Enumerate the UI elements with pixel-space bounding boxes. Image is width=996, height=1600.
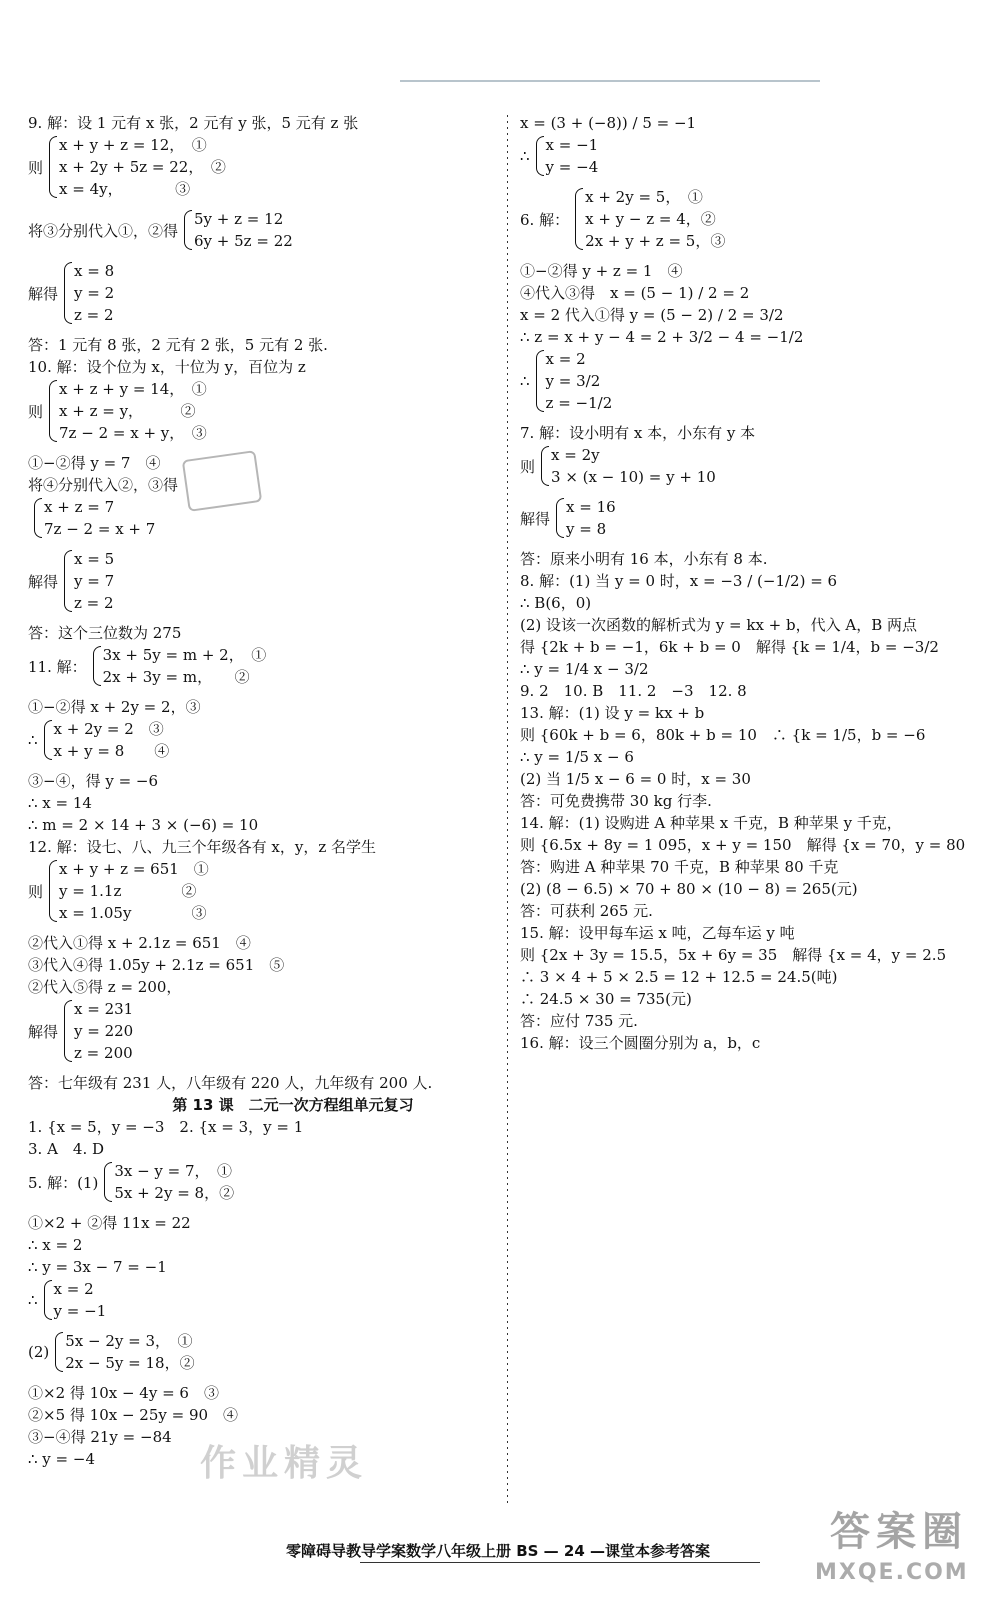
equation-row: 7z − 2 = x + 7 xyxy=(44,520,156,538)
equation-row: x + z + y = 14， ① xyxy=(59,380,207,398)
equation-row: 3x − y = 7， ① xyxy=(114,1162,233,1180)
equation-row: y = −4 xyxy=(545,158,599,176)
brace-group xyxy=(554,496,616,540)
watermark-corner-logo: 答案圈 xyxy=(830,1509,968,1555)
system-lead: ∴ xyxy=(28,731,38,749)
answer-line: (2) 设该一次函数的解析式为 y = kx + b，代入 A，B 两点 xyxy=(520,616,918,634)
answer-line: x = (3 + (−8)) / 5 = −1 xyxy=(520,114,697,132)
equation-row: y = −1 xyxy=(53,1302,107,1320)
answer-line: ①×2 + ②得 11x = 22 xyxy=(28,1214,191,1232)
brace-group xyxy=(573,186,725,252)
answer-line: ∴ y = 1/5 x − 6 xyxy=(520,748,634,766)
top-rule xyxy=(400,80,820,82)
equation-row: 2x + 3y = m， ② xyxy=(102,668,250,686)
brace-group xyxy=(32,496,155,540)
answer-line: ∴ 3 × 4 + 5 × 2.5 = 12 + 12.5 = 24.5(吨) xyxy=(520,968,838,986)
answer-line: 答：购进 A 种苹果 70 千克，B 种苹果 80 千克 xyxy=(520,858,839,876)
system-lead: (2) xyxy=(28,1343,50,1361)
answer-line: 答：可免费携带 30 kg 行李. xyxy=(520,792,712,810)
equation-row: y = 7 xyxy=(74,572,115,590)
watermark-center: 作业精灵 xyxy=(200,1443,369,1484)
answer-line: 得 {2k + b = −1，6k + b = 0 解得 {k = 1/4，b = −3/2 xyxy=(520,638,939,656)
equation-system xyxy=(520,186,980,252)
answer-line: 15. 解：设甲每车运 x 吨，乙每车运 y 吨 xyxy=(520,924,795,942)
equation-system xyxy=(520,134,980,178)
system-lead: 则 xyxy=(520,457,536,476)
watermark-site: MXQE.COM xyxy=(815,1560,969,1585)
answer-line: 则 {6.5x + 8y = 1 095，x + y = 150 解得 {x = 70，y = 80 xyxy=(520,836,966,854)
brace-group xyxy=(47,858,209,924)
equation-row: x = 8 xyxy=(74,262,115,280)
answer-line: 1. {x = 5，y = −3 2. {x = 3，y = 1 xyxy=(28,1118,304,1136)
answer-line: (2) 当 1/5 x − 6 = 0 时，x = 30 xyxy=(520,770,751,788)
brace-group xyxy=(91,644,267,688)
equation-system xyxy=(520,348,980,414)
answer-line: 16. 解：设三个圆圈分别为 a，b，c xyxy=(520,1034,761,1052)
answer-line: ②代入①得 x + 2.1z = 651 ④ xyxy=(28,934,251,952)
equation-row: x + y − z = 4，② xyxy=(585,210,716,228)
system-lead: 则 xyxy=(28,882,44,901)
brace-group xyxy=(47,378,207,444)
system-lead: 则 xyxy=(28,158,44,177)
right-column xyxy=(520,112,980,1054)
answer-line: 将④分别代入②，③得 xyxy=(28,476,179,494)
lesson-title: 第 13 课 二元一次方程组单元复习 xyxy=(172,1096,414,1114)
brace-group xyxy=(182,208,293,252)
equation-row: y = 220 xyxy=(74,1022,134,1040)
answer-line: ③−④，得 y = −6 xyxy=(28,772,159,790)
answer-line: x = 2 代入①得 y = (5 − 2) / 2 = 3/2 xyxy=(520,306,784,324)
equation-row: z = 200 xyxy=(74,1044,133,1062)
system-lead: 则 xyxy=(28,402,44,421)
answer-line: 14. 解：(1) 设购进 A 种苹果 x 千克，B 种苹果 y 千克， xyxy=(520,814,902,832)
column-divider xyxy=(507,115,508,1505)
equation-system xyxy=(520,444,980,488)
answer-line: 答：1 元有 8 张，2 元有 2 张，5 元有 2 张. xyxy=(28,336,328,354)
footer-rule xyxy=(360,1562,760,1563)
answer-line: ④代入③得 x = (5 − 1) / 2 = 2 xyxy=(520,284,750,302)
brace-group xyxy=(53,1330,194,1374)
answer-line: ①−②得 y = 7 ④ xyxy=(28,454,161,472)
equation-row: x = 2y xyxy=(551,446,600,464)
system-lead: 解得 xyxy=(28,572,59,591)
left-column xyxy=(28,112,498,1470)
equation-row: x = −1 xyxy=(545,136,599,154)
answer-line: 7. 解：设小明有 x 本，小东有 y 本 xyxy=(520,424,756,442)
equation-row: x = 1.05y ③ xyxy=(59,904,207,922)
equation-system xyxy=(28,998,498,1064)
answer-line: ∴ y = 3x − 7 = −1 xyxy=(28,1258,167,1276)
system-lead: ∴ xyxy=(520,372,530,390)
system-lead: 解得 xyxy=(28,284,59,303)
answer-line: 答：原来小明有 16 本，小东有 8 本. xyxy=(520,550,768,568)
equation-system xyxy=(28,260,498,326)
equation-row: x = 5 xyxy=(74,550,115,568)
answer-line: 答：应付 735 元. xyxy=(520,1012,638,1030)
equation-system xyxy=(28,858,498,924)
equation-system xyxy=(28,644,498,688)
equation-row: y = 1.1z ② xyxy=(59,882,197,900)
answer-line: 13. 解：(1) 设 y = kx + b xyxy=(520,704,705,722)
system-lead: 5. 解：(1) xyxy=(28,1173,99,1192)
equation-row: x = 231 xyxy=(74,1000,134,1018)
answer-line: ③−④得 21y = −84 xyxy=(28,1428,172,1446)
answer-line: ③代入④得 1.05y + 2.1z = 651 ⑤ xyxy=(28,956,285,974)
equation-row: 7z − 2 = x + y， ③ xyxy=(59,424,207,442)
equation-row: 3x + 5y = m + 2， ① xyxy=(102,646,267,664)
answer-line: ∴ y = −4 xyxy=(28,1450,96,1468)
brace-group xyxy=(534,348,613,414)
equation-system xyxy=(520,496,980,540)
equation-row: x = 2 xyxy=(545,350,586,368)
brace-group xyxy=(62,548,114,614)
brace-group xyxy=(47,134,226,200)
answer-line: ∴ B(6，0) xyxy=(520,594,592,612)
equation-system xyxy=(28,718,498,762)
equation-row: x + z = 7 xyxy=(44,498,115,516)
answer-line: 9. 解：设 1 元有 x 张，2 元有 y 张，5 元有 z 张 xyxy=(28,114,359,132)
answer-line: ②×5 得 10x − 25y = 90 ④ xyxy=(28,1406,239,1424)
system-lead: ∴ xyxy=(520,147,530,165)
answer-line: ∴ x = 2 xyxy=(28,1236,83,1254)
equation-row: z = 2 xyxy=(74,306,114,324)
system-lead: 将③分别代入①，②得 xyxy=(28,221,179,240)
equation-row: y = 3/2 xyxy=(545,372,601,390)
equation-system xyxy=(28,1160,498,1204)
equation-row: x + y + z = 651 ① xyxy=(59,860,209,878)
equation-system xyxy=(28,1278,498,1322)
equation-row: x = 16 xyxy=(566,498,616,516)
brace-group xyxy=(534,134,599,178)
answer-line: (2) (8 − 6.5) × 70 + 80 × (10 − 8) = 265(元) xyxy=(520,880,858,898)
answer-line: 答：这个三位数为 275 xyxy=(28,624,182,642)
equation-row: x + z = y， ② xyxy=(59,402,196,420)
brace-group xyxy=(42,718,170,762)
answer-line: 10. 解：设个位为 x，十位为 y，百位为 z xyxy=(28,358,306,376)
equation-row: 2x + y + z = 5，③ xyxy=(585,232,726,250)
equation-row: y = 8 xyxy=(566,520,607,538)
equation-row: 3 × (x − 10) = y + 10 xyxy=(551,468,716,486)
system-lead: ∴ xyxy=(28,1291,38,1309)
system-lead: 6. 解： xyxy=(520,210,570,229)
answer-line: ①−②得 y + z = 1 ④ xyxy=(520,262,683,280)
equation-system xyxy=(28,378,498,444)
answer-line: 12. 解：设七、八、九三个年级各有 x，y，z 名学生 xyxy=(28,838,376,856)
answer-line: 3. A 4. D xyxy=(28,1140,105,1158)
page-footer: 零障碍导教导学案数学八年级上册 BS — 24 —课堂本参考答案 xyxy=(285,1542,710,1560)
equation-row: x + y + z = 12， ① xyxy=(59,136,207,154)
equation-row: z = −1/2 xyxy=(545,394,613,412)
answer-line: ①−②得 x + 2y = 2，③ xyxy=(28,698,201,716)
equation-row: 5y + z = 12 xyxy=(194,210,284,228)
answer-line: ①×2 得 10x − 4y = 6 ③ xyxy=(28,1384,219,1402)
brace-group xyxy=(62,260,114,326)
stamp-mark xyxy=(182,450,263,512)
system-lead: 解得 xyxy=(520,509,551,528)
answer-line: ∴ z = x + y − 4 = 2 + 3/2 − 4 = −1/2 xyxy=(520,328,804,346)
answer-line: ∴ m = 2 × 14 + 3 × (−6) = 10 xyxy=(28,816,259,834)
system-lead: 解得 xyxy=(28,1022,59,1041)
equation-system xyxy=(28,548,498,614)
equation-row: x = 4y， ③ xyxy=(59,180,191,198)
system-lead: 11. 解： xyxy=(28,657,87,676)
brace-group xyxy=(102,1160,234,1204)
equation-row: 5x − 2y = 3， ① xyxy=(65,1332,193,1350)
brace-group xyxy=(42,1278,107,1322)
answer-line: ∴ y = 1/4 x − 3/2 xyxy=(520,660,649,678)
equation-row: 6y + 5z = 22 xyxy=(194,232,293,250)
answer-line: 则 {2x + 3y = 15.5，5x + 6y = 35 解得 {x = 4，y = 2.5 xyxy=(520,946,947,964)
brace-group xyxy=(539,444,716,488)
equation-row: x + y = 8 ④ xyxy=(53,742,170,760)
answer-line: 则 {60k + b = 6，80k + b = 10 ∴ {k = 1/5，b = −6 xyxy=(520,726,926,744)
equation-system xyxy=(28,1330,498,1374)
equation-row: 2x − 5y = 18，② xyxy=(65,1354,195,1372)
equation-system xyxy=(28,134,498,200)
equation-row: 5x + 2y = 8，② xyxy=(114,1184,235,1202)
equation-system xyxy=(28,208,498,252)
answer-line: 8. 解：(1) 当 y = 0 时，x = −3 / (−1/2) = 6 xyxy=(520,572,838,590)
equation-row: x + 2y = 5， ① xyxy=(585,188,703,206)
equation-row: x + 2y = 2 ③ xyxy=(53,720,164,738)
answer-line: 答：可获利 265 元. xyxy=(520,902,653,920)
answer-line: ∴ 24.5 × 30 = 735(元) xyxy=(520,990,692,1008)
answer-line: 答：七年级有 231 人，八年级有 220 人，九年级有 200 人. xyxy=(28,1074,433,1092)
equation-row: y = 2 xyxy=(74,284,115,302)
equation-row: x = 2 xyxy=(53,1280,94,1298)
equation-row: z = 2 xyxy=(74,594,114,612)
answer-line: ∴ x = 14 xyxy=(28,794,92,812)
answer-line: 9. 2 10. B 11. 2 −3 12. 8 xyxy=(520,682,747,700)
equation-system xyxy=(28,496,498,540)
equation-row: x + 2y + 5z = 22， ② xyxy=(59,158,226,176)
answer-line: ②代入⑤得 z = 200， xyxy=(28,978,182,996)
brace-group xyxy=(62,998,133,1064)
